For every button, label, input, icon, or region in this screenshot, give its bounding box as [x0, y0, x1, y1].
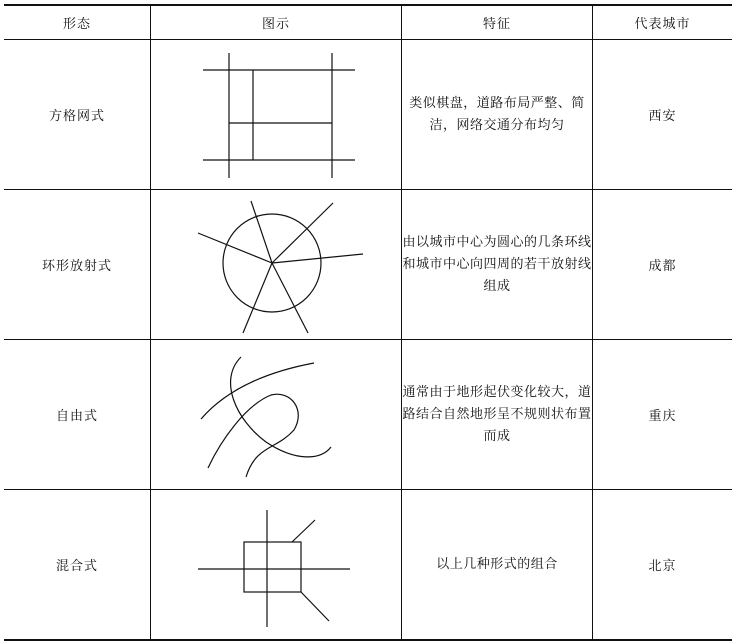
curved-road-line: [231, 357, 331, 457]
road-network-table: [4, 4, 732, 641]
form-cell: [4, 340, 151, 490]
header-city: [593, 5, 733, 40]
form-cell: [4, 40, 151, 190]
feature-text: 由以城市中心为圆心的几条环线和城市中心向四周的若干放射线组成: [402, 234, 592, 294]
feature-cell: [402, 190, 593, 340]
radial-road-line: [198, 233, 272, 263]
curved-road-line: [208, 394, 298, 477]
grid-pattern-diagram: [191, 50, 361, 180]
city-label: 北京: [648, 559, 677, 574]
radial-road-line: [272, 263, 308, 333]
table-row: [4, 340, 732, 490]
table-body: [4, 40, 732, 641]
block-rectangle: [244, 542, 301, 592]
city-label: 成都: [648, 259, 677, 274]
city-cell: [593, 40, 733, 190]
diagram-cell: [151, 490, 402, 641]
radial-road-line: [243, 263, 272, 333]
table-row: [4, 490, 732, 641]
radial-road-line: [272, 254, 363, 263]
city-label: 西安: [648, 109, 677, 124]
free-form-pattern-diagram: [196, 350, 356, 480]
header-diagram: [151, 5, 402, 40]
header-feature: [402, 5, 593, 40]
form-cell: [4, 490, 151, 641]
radial-road-line: [251, 201, 272, 263]
feature-text: 通常由于地形起伏变化较大，道路结合自然地形呈不规则状布置而成: [402, 384, 592, 444]
form-label: 方格网式: [48, 109, 105, 124]
header-city-label: 代表城市: [634, 17, 691, 32]
table-row: [4, 190, 732, 340]
city-cell: [593, 190, 733, 340]
mixed-pattern-diagram: [196, 502, 356, 627]
diagonal-road-line: [301, 592, 329, 621]
diagram-cell: [151, 190, 402, 340]
form-label: 环形放射式: [41, 259, 112, 274]
diagram-cell: [151, 340, 402, 490]
city-label: 重庆: [648, 409, 677, 424]
feature-text: 以上几种形式的组合: [436, 556, 558, 572]
form-label: 混合式: [55, 559, 98, 574]
city-cell: [593, 490, 733, 641]
form-label: 自由式: [55, 409, 98, 424]
feature-text: 类似棋盘，道路布局严整、简洁，网络交通分布均匀: [409, 95, 585, 133]
ring-radial-pattern-diagram: [186, 195, 366, 335]
header-feature-label: 特征: [482, 17, 511, 32]
feature-cell: [402, 490, 593, 641]
diagram-cell: [151, 40, 402, 190]
radial-road-line: [272, 203, 333, 263]
curved-road-line: [201, 363, 314, 419]
city-cell: [593, 340, 733, 490]
diagonal-road-line: [292, 520, 315, 542]
feature-cell: [402, 340, 593, 490]
header-diagram-label: 图示: [261, 17, 290, 32]
header-form: [4, 5, 151, 40]
feature-cell: [402, 40, 593, 190]
table-header: [4, 5, 732, 40]
table-row: [4, 40, 732, 190]
header-form-label: 形态: [62, 17, 91, 32]
form-cell: [4, 190, 151, 340]
header-row: [4, 5, 732, 40]
